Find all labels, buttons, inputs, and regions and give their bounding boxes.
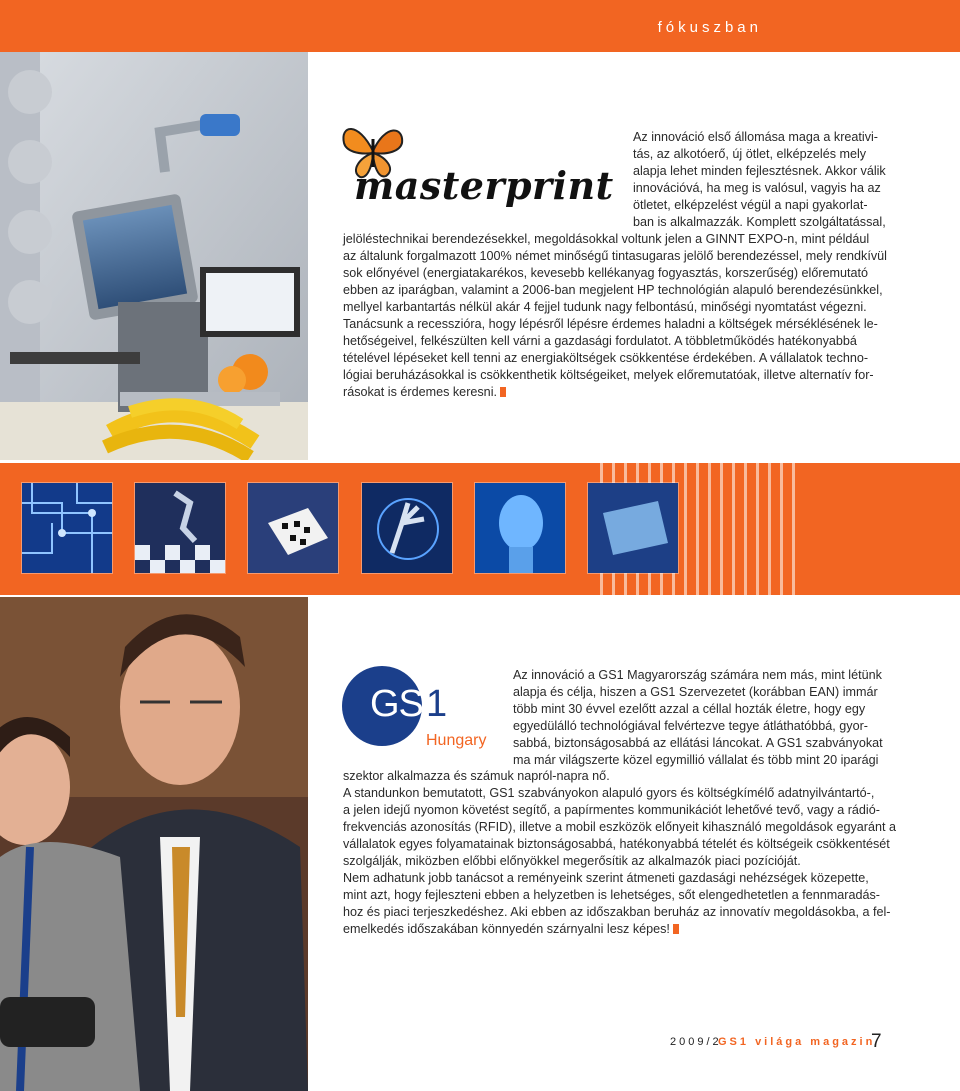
text-line: ma már világszerte közel egymillió vállalat és több mint 20 iparági [513, 753, 879, 767]
text-line-last [343, 921, 955, 938]
masterprint-logo [334, 113, 614, 223]
text-line: sok előnyével (energiatakarékos, kevesebb kellékanyag fogyasztás, korszerűség) előremutató [343, 266, 869, 280]
text-line: A standunkon bemutatott, GS1 szabványokon alapuló gyors és költségkímélő adatnyilvántartó-, [343, 786, 875, 800]
gs1-logo-country: Hungary [426, 732, 487, 749]
gs1-hungary-logo [342, 666, 502, 756]
text-line: mint azt, hogy fejleszteni ebben a helyzetben is lehetséges, sőt elengedhetetlen a fennmaradás- [343, 888, 880, 902]
gs1-logo-gs: GS [370, 683, 423, 725]
tile-glass-screen [587, 482, 679, 574]
tile-robot-chess [134, 482, 226, 574]
text-line: sabbá, biztonságosabbá az ellátási láncokat. A GS1 szabványokat [513, 736, 883, 750]
header-bar [0, 0, 960, 52]
text-line: tételével lépéseket kell tenni az energiaköltségek csökkentése érdekében. A vállalatok techno- [343, 351, 869, 365]
end-mark [500, 387, 506, 397]
text-line: hoz és piaci terjeszkedéshez. Aki ebben az időszakban beruház az innovatív megoldásokba, a fel- [343, 905, 891, 919]
text-line: emelkedés időszakában könnyedén szárnyalni lesz képes! [343, 922, 670, 936]
image-strip [0, 463, 960, 595]
text-line: tás, az alkotóerő, új ötlet, elképzelés mely [633, 147, 867, 161]
text-line: innovációvá, ha meg is valósul, vagyis ha az [633, 181, 881, 195]
page-footer [670, 1031, 930, 1051]
text-line: alapja lehet minden fejlesztésnek. Akkor válik [633, 164, 886, 178]
photo-scale-device [0, 52, 308, 460]
tile-circuit-board [21, 482, 113, 574]
text-line: jelöléstechnikai berendezésekkel, megoldásokkal voltunk jelen a GINNT EXPO-n, mint például [343, 232, 870, 246]
text-line: ban is alkalmazzák. Komplett szolgáltatással, [633, 215, 886, 229]
text-line-last [343, 384, 955, 401]
gs1-intro-text [513, 667, 958, 769]
masterprint-body-text [343, 231, 955, 401]
gs1-logo-circle [342, 666, 422, 746]
text-line: Az innováció a GS1 Magyarország számára nem más, mint létünk [513, 668, 882, 682]
text-line: szektor alkalmazza és számuk napról-napra nő. [343, 769, 610, 783]
text-line: lógiai beruházásokkal is csökkenthetik költségeiket, melyek előremutatóak, illetve alternatív for- [343, 368, 874, 382]
tile-digital-head [474, 482, 566, 574]
text-line: alapja és célja, hiszen a GS1 Szervezetet (korábban EAN) immár [513, 685, 878, 699]
text-line: Nem adhatunk jobb tanácsot a reményeink szerint átmeneti gazdasági nehézségek közepette, [343, 871, 869, 885]
masterprint-intro-text [633, 129, 953, 231]
text-line: Az innováció első állomása maga a kreativi- [633, 130, 878, 144]
text-line: hetőségeivel, felkészülten kell várni a gazdasági fordulatot. A többletműködés hatékonyabbá [343, 334, 857, 348]
text-line: mellyel karbantartás nélkül akár 4 fejjel tudunk nagy felbontású, minőségi nyomtatást végezni. [343, 300, 867, 314]
text-line: Tanácsunk a recesszióra, hogy lépésről lépésre érdemes haladni a költségek mérséklésének le- [343, 317, 878, 331]
issue-number: 2009/2 [670, 1036, 722, 1048]
text-line: az általunk forgalmazott 100% német minőségű tintasugaras jelölő berendezéssel, mely rendkívül [343, 249, 887, 263]
text-line: frekvenciás azonosítás (RFID), illetve a mobil eszközök előnyeit kihasználó megoldások egyaránt a [343, 820, 896, 834]
text-line: több mint 30 évvel ezelőtt azzal a céllal hozták életre, hogy egy [513, 702, 866, 716]
text-line: ebben az iparágban, valamint a 2006-ban megjelent HP technológián alapuló berendezésünkkel, [343, 283, 883, 297]
text-line: ötletet, elképzelést végül a napi gyakorlat- [633, 198, 868, 212]
masterprint-wordmark: masterprint [354, 163, 614, 208]
text-line: a jelen idejű nyomon követést segítő, a papírmentes kommunikációt lehetővé tevő, vagy a rádió- [343, 803, 880, 817]
text-line: egyedülálló technológiával felvértezve tegye átláthatóbbá, gyor- [513, 719, 868, 733]
end-mark [673, 924, 679, 934]
section-title: fókuszban [657, 19, 762, 36]
gs1-body-text [343, 768, 955, 938]
magazine-title: GS1 világa magazin [718, 1036, 876, 1048]
gs1-logo-one: 1 [426, 683, 448, 725]
tile-qr-code [247, 482, 339, 574]
page-number: 7 [871, 1031, 882, 1052]
text-line: rásokat is érdemes keresni. [343, 385, 497, 399]
text-line: vállalatok egyes folyamatainak biztonságosabbá, hatékonyabbá tételét és költségeik csökkentését [343, 837, 890, 851]
photo-people-stand [0, 597, 308, 1091]
tile-robot-hand [361, 482, 453, 574]
text-line: szolgálják, miközben előbbi előnyökkel megerősítik az alkalmazók piaci pozícióját. [343, 854, 801, 868]
